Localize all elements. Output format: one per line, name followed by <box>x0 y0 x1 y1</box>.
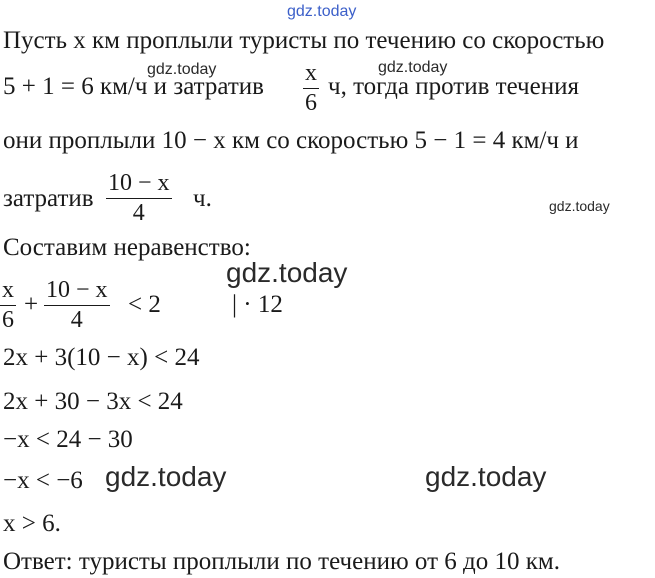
multiply-note: | · 12 <box>232 291 283 318</box>
fraction-numerator: 10 − x <box>108 170 170 196</box>
fraction-bar <box>44 305 110 306</box>
text-line-3: они проплыли 10 − x км со скоростью 5 − 1 = 4 км/ч и <box>3 127 579 154</box>
plus-sign: + <box>24 291 39 318</box>
text-line-10: −x < −6 <box>3 467 83 494</box>
text-line-4-end: ч. <box>193 185 212 212</box>
less-than-two: < 2 <box>128 291 161 318</box>
watermark-1: gdz.today <box>147 61 217 78</box>
fraction-ineq-b <box>44 278 110 332</box>
fraction-denominator: 6 <box>2 307 14 333</box>
fraction-denominator: 6 <box>305 90 317 116</box>
fraction-numerator: 10 − x <box>46 277 108 303</box>
text-line-2-end: ч, тогда против течения <box>328 73 579 100</box>
fraction-denominator: 4 <box>70 307 83 333</box>
text-line-2-start: 5 + 1 = 6 км/ч и затратив <box>3 73 264 100</box>
fraction-time-upstream <box>106 171 172 225</box>
text-line-4-start: затратив <box>3 185 94 212</box>
watermark-2: gdz.today <box>378 59 448 76</box>
fraction-bar <box>106 198 172 199</box>
watermark-4: gdz.today <box>226 257 348 288</box>
answer-line: Ответ: туристы проплыли по течению от 6 до 10 км. <box>3 548 560 575</box>
fraction-ineq-a <box>0 278 16 332</box>
fraction-denominator: 4 <box>132 200 145 226</box>
text-line-8: 2x + 30 − 3x < 24 <box>3 388 183 415</box>
fraction-numerator: x <box>2 277 14 303</box>
watermark-3: gdz.today <box>549 198 610 214</box>
fraction-bar <box>303 88 319 89</box>
text-line-7: 2x + 3(10 − x) < 24 <box>3 344 200 371</box>
fraction-bar <box>0 305 16 306</box>
watermark-top: gdz.today <box>287 3 357 20</box>
watermark-5: gdz.today <box>105 461 227 492</box>
text-line-5: Составим неравенство: <box>3 234 251 261</box>
text-line-11: x > 6. <box>3 510 61 537</box>
text-line-9: −x < 24 − 30 <box>3 426 133 453</box>
text-line-1: Пусть x км проплыли туристы по течению со скоростью <box>3 27 605 54</box>
watermark-6: gdz.today <box>425 461 547 492</box>
fraction-numerator: x <box>305 60 317 86</box>
fraction-time-downstream <box>303 61 319 115</box>
